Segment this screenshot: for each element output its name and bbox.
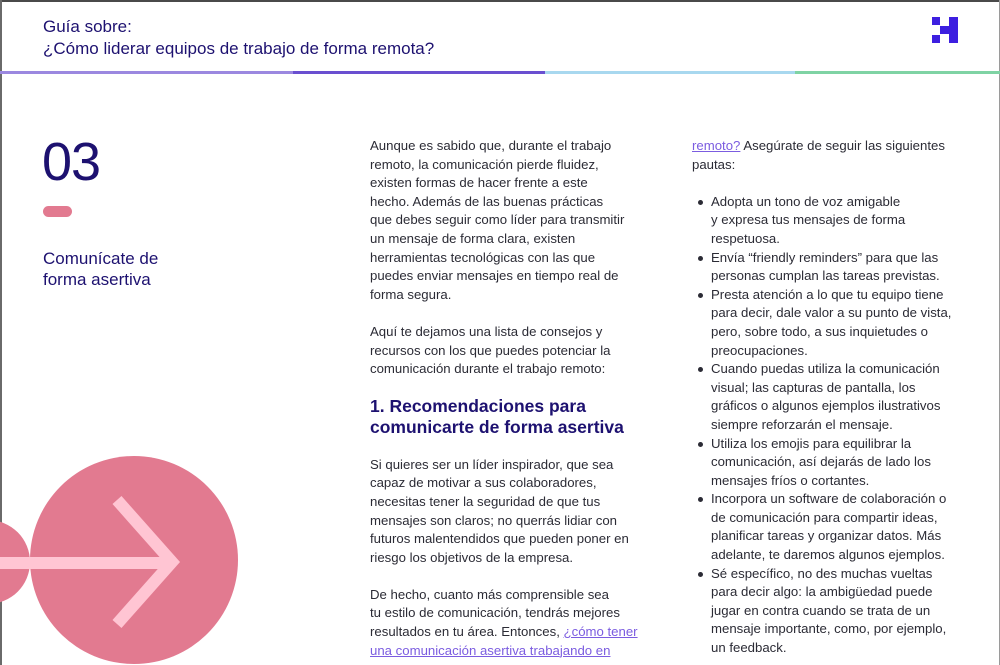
text-line: un mensaje de forma clara, existen xyxy=(370,230,576,246)
text-line: Si quieres ser un líder inspirador, que sea xyxy=(370,456,614,472)
text-line: comunicación durante el trabajo remoto: xyxy=(370,361,606,377)
text-line: visual; las capturas de pantalla, los xyxy=(711,379,916,395)
text-fragment: Asegúrate de seguir las siguientes xyxy=(740,138,945,153)
list-item xyxy=(711,286,967,360)
right-column xyxy=(692,137,967,658)
header-title-line1: Guía sobre: xyxy=(43,17,132,36)
text-line: riesgo los objetivos de la empresa. xyxy=(370,549,574,565)
window-border-top xyxy=(0,0,1000,2)
text-line: Envía “friendly reminders” para que las xyxy=(711,249,939,265)
text-line: Aquí te dejamos una lista de consejos y xyxy=(370,323,603,339)
header-rule-segment-3 xyxy=(545,71,795,74)
section-title-line1: Comunícate de xyxy=(43,249,159,268)
text-line: De hecho, cuanto más comprensible sea xyxy=(370,586,609,602)
assertive-communication-link[interactable]: una comunicación asertiva trabajando en xyxy=(370,642,611,658)
text-line: hecho. Además de las buenas prácticas xyxy=(370,193,604,209)
text-line: preocupaciones. xyxy=(711,342,808,358)
list-item xyxy=(711,435,967,491)
text-line: resultados en tu área. Entonces, xyxy=(370,624,564,640)
section-title-line2: forma asertiva xyxy=(43,270,151,289)
brand-logo-icon xyxy=(932,17,958,43)
text-line: respetuosa. xyxy=(711,230,780,246)
paragraph-communication-style xyxy=(370,586,645,660)
text-line: Utiliza los emojis para equilibrar la xyxy=(711,435,912,451)
text-line: herramientas tecnológicas con las que xyxy=(370,249,596,265)
list-item xyxy=(711,249,967,286)
text-line: Aunque es sabido que, durante el trabajo xyxy=(370,138,612,153)
middle-column xyxy=(370,137,645,660)
text-line: adelante, te daremos algunos ejemplos. xyxy=(711,547,945,563)
text-line: Incorpora un software de colaboración o xyxy=(711,491,947,507)
text-line: y expresa tus mensajes de forma xyxy=(711,212,906,228)
text-line: futuros malentendidos que pueden poner en xyxy=(370,531,629,547)
text-line: Sé específico, no des muchas vueltas xyxy=(711,565,933,581)
text-line: personas cumplan las tareas previstas. xyxy=(711,268,940,284)
text-line: Cuando puedas utiliza la comunicación xyxy=(711,361,940,377)
text-line: gráficos o algunos ejemplos ilustrativos xyxy=(711,398,941,414)
text-line: tu estilo de comunicación, tendrás mejores xyxy=(370,605,620,621)
paragraph-inspiring-leader xyxy=(370,456,645,568)
text-line: existen formas de hacer frente a este xyxy=(370,175,588,191)
text-line: de comunicación para compartir ideas, xyxy=(711,509,938,525)
guidelines-list xyxy=(692,193,967,658)
text-line: mensajes son claros; no querrás lidiar con xyxy=(370,512,618,528)
header-rule-segment-2 xyxy=(293,71,545,74)
text-line: Presta atención a lo que tu equipo tiene xyxy=(711,286,944,302)
list-item xyxy=(711,360,967,434)
text-line: para decir, dale valor a su punto de vista, xyxy=(711,305,952,321)
text-line: pautas: xyxy=(692,156,736,172)
list-item xyxy=(711,193,967,249)
text-line: un feedback. xyxy=(711,640,787,656)
guidelines-intro xyxy=(692,137,967,174)
assertive-communication-link[interactable]: ¿cómo tener xyxy=(563,624,638,640)
section-title xyxy=(43,248,158,290)
section-accent-pill xyxy=(43,206,72,217)
text-line: siempre reforzarán el mensaje. xyxy=(711,416,893,432)
text-line: mensajes fríos o cortantes. xyxy=(711,472,870,488)
subheading-line: comunicarte de forma asertiva xyxy=(370,416,624,437)
header-rule-segment-4 xyxy=(795,71,1000,74)
text-line: pero, sobre todo, a sus inquietudes o xyxy=(711,323,929,339)
text-line: recursos con los que puedes potenciar la xyxy=(370,342,611,358)
text-line: mensaje importante, como, por ejemplo, xyxy=(711,621,947,637)
intro-paragraph xyxy=(370,137,645,304)
text-line: comunicación, así dejarás de lado los xyxy=(711,454,931,470)
subheading-line: 1. Recomendaciones para xyxy=(370,395,586,416)
document-header-title xyxy=(43,16,434,60)
header-rule-segment-1 xyxy=(0,71,293,74)
text-line: necesitas tener la seguridad de que tus xyxy=(370,493,601,509)
text-line: Adopta un tono de voz amigable xyxy=(711,193,901,209)
subheading-recommendations xyxy=(370,396,645,438)
assertive-communication-link[interactable]: remoto? xyxy=(692,138,741,153)
text-line: remoto, la comunicación pierde fluidez, xyxy=(370,156,599,172)
text-line: forma segura. xyxy=(370,286,452,302)
text-line: para decir algo: la ambigüedad puede xyxy=(711,584,933,600)
text-line: que debes seguir como líder para transmitir xyxy=(370,212,625,228)
header-title-line2: ¿Cómo liderar equipos de trabajo de forma remota? xyxy=(43,39,435,58)
text-line: jugar en contra cuando se trata de un xyxy=(711,602,931,618)
list-intro-paragraph xyxy=(370,323,645,379)
text-line: puedes enviar mensajes en tiempo real de xyxy=(370,268,619,284)
list-item xyxy=(711,490,967,564)
section-number: 03 xyxy=(42,132,101,192)
arrow-right-icon xyxy=(0,440,360,665)
list-item xyxy=(711,565,967,658)
text-line: capaz de motivar a sus colaboradores, xyxy=(370,475,597,491)
text-line: planificar tareas y organizar datos. Más xyxy=(711,528,942,544)
